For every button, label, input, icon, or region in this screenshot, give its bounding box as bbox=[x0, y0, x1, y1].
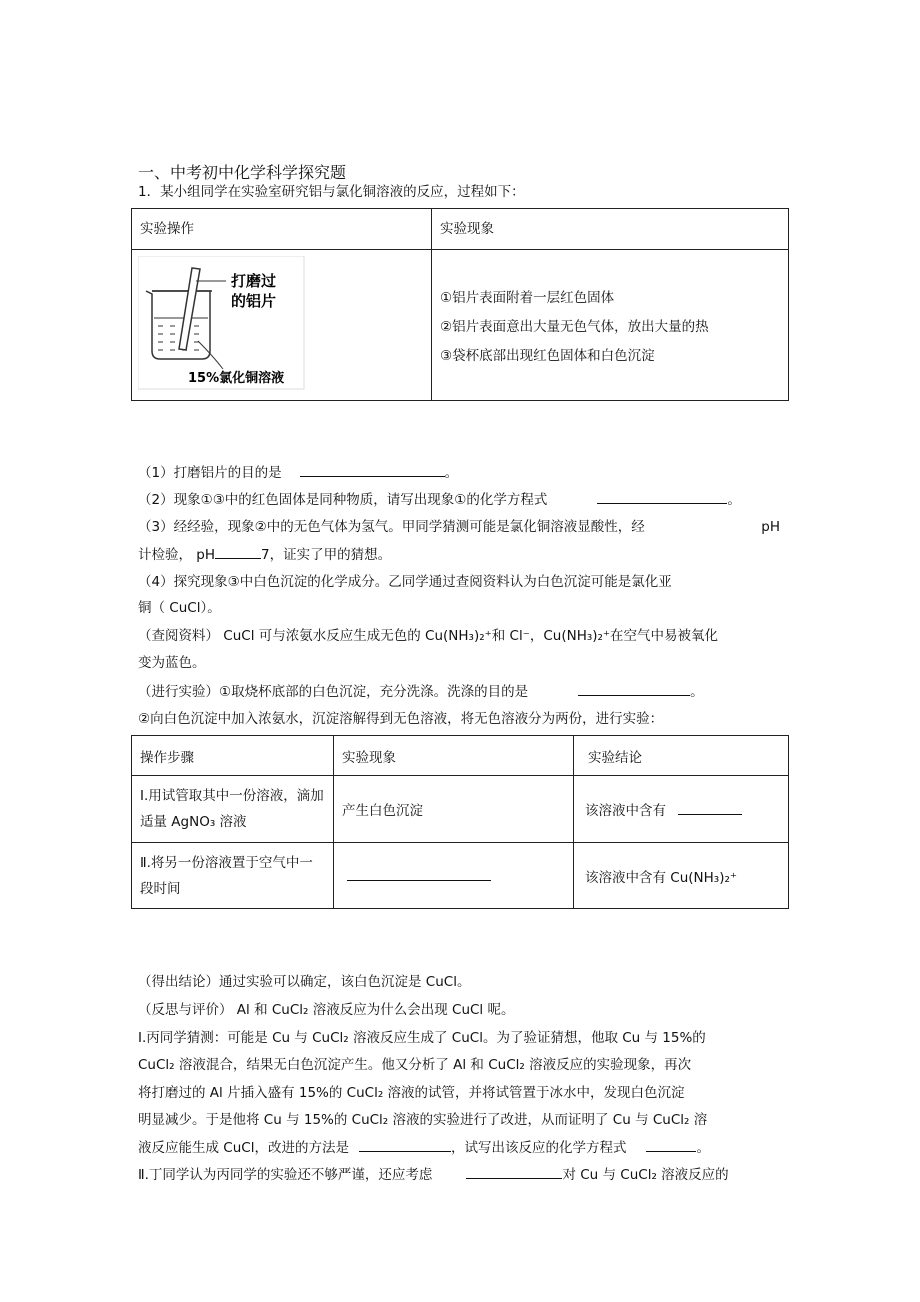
q-part-4-cont: 铜（ CuCl）。 bbox=[138, 600, 221, 616]
experiment-table-2 bbox=[131, 735, 789, 909]
observation-3: ③袋杯底部出现红色固体和白色沉淀 bbox=[440, 348, 655, 364]
answer-blank-method[interactable] bbox=[359, 1138, 451, 1152]
header-operation: 实验操作 bbox=[132, 209, 432, 250]
experiment-step-1: （进行实验）①取烧杯底部的白色沉淀，充分洗涤。洗涤的目的是 。 bbox=[138, 684, 704, 700]
table-row bbox=[132, 843, 789, 909]
reflection-i-2: CuCl₂ 溶液混合，结果无白色沉淀产生。他又分析了 Al 和 CuCl₂ 溶液反应的实验现象，再次 bbox=[138, 1057, 692, 1073]
experiment-step-2: ②向白色沉淀中加入浓氨水，沉淀溶解得到无色溶液，将无色溶液分为两份，进行实验： bbox=[138, 711, 664, 727]
header-conclusion: 实验结论 bbox=[574, 736, 789, 776]
table-row bbox=[132, 776, 789, 843]
q-part-4: （4）探究现象③中白色沉淀的化学成分。乙同学通过查阅资料认为白色沉淀可能是氯化亚 bbox=[138, 574, 672, 590]
reference-info-cont: 变为蓝色。 bbox=[138, 655, 206, 671]
figure-label-strip-2: 的铝片 bbox=[231, 292, 277, 310]
reflection-i-3: 将打磨过的 Al 片插入盛有 15%的 CuCl₂ 溶液的试管，并将试管置于冰水中，发现白色沉淀 bbox=[138, 1085, 685, 1101]
header-step: 操作步骤 bbox=[132, 736, 334, 776]
observation-2: ②铝片表面意出大量无色气体，放出大量的热 bbox=[440, 319, 709, 335]
row-1-step: Ⅰ.用试管取其中一份溶液，滴加适量 AgNO₃ 溶液 bbox=[132, 776, 334, 843]
reflection-i-1: Ⅰ.丙同学猜测：可能是 Cu 与 CuCl₂ 溶液反应生成了 CuCl。为了验证猜想，他取 Cu 与 15%的 bbox=[138, 1030, 706, 1046]
reflection-i-4: 明显减少。于是他将 Cu 与 15%的 CuCl₂ 溶液的实验进行了改进，从而证明了 Cu 与 CuCl₂ 溶 bbox=[138, 1112, 708, 1128]
reference-info: （查阅资料） CuCl 可与浓氨水反应生成无色的 Cu(NH₃)₂⁺和 Cl⁻，Cu(NH₃)₂⁺在空气中易被氧化 bbox=[138, 628, 719, 644]
row-1-phenomenon: 产生白色沉淀 bbox=[334, 776, 574, 843]
figure-label-strip: 打磨过 bbox=[231, 272, 277, 290]
observation-1: ①铝片表面附着一层红色固体 bbox=[440, 290, 615, 306]
answer-blank-wash[interactable] bbox=[578, 682, 690, 696]
q-part-3: （3）经经验，现象②中的无色气体为氢气。甲同学猜测可能是氯化铜溶液显酸性，经 pH bbox=[138, 519, 780, 535]
reflection-i-5: 液反应能生成 CuCl，改进的方法是 ，试写出该反应的化学方程式 。 bbox=[138, 1140, 710, 1156]
apparatus-figure-cell bbox=[132, 250, 432, 401]
q-part-1: （1）打磨铝片的目的是 。 bbox=[138, 465, 459, 481]
observations-cell bbox=[432, 250, 789, 401]
conclusion-line: （得出结论）通过实验可以确定，该白色沉淀是 CuCl。 bbox=[138, 974, 471, 990]
reflection-line: （反思与评价） Al 和 CuCl₂ 溶液反应为什么会出现 CuCl 呢。 bbox=[138, 1002, 515, 1018]
q-part-3-cont: 计检验， pH 7，证实了甲的猜想。 bbox=[138, 547, 392, 563]
answer-blank-2[interactable] bbox=[597, 490, 727, 504]
header-phenomenon: 实验现象 bbox=[432, 209, 789, 250]
section-title: 一、中考初中化学科学探究题 bbox=[138, 163, 347, 182]
beaker-figure bbox=[138, 256, 306, 390]
row-1-conclusion: 该溶液中含有 bbox=[574, 776, 789, 843]
figure-label-solution: 15%氯化铜溶液 bbox=[188, 371, 285, 386]
header-phenomenon: 实验现象 bbox=[334, 736, 574, 776]
answer-blank-ph[interactable] bbox=[215, 545, 261, 559]
q-part-2: （2）现象①③中的红色固体是同种物质，请写出现象①的化学方程式 。 bbox=[138, 492, 741, 508]
row-2-conclusion: 该溶液中含有 Cu(NH₃)₂⁺ bbox=[574, 843, 789, 909]
answer-blank-factor[interactable] bbox=[466, 1165, 562, 1179]
answer-blank-1[interactable] bbox=[300, 463, 445, 477]
row-2-step: Ⅱ.将另一份溶液置于空气中一段时间 bbox=[132, 843, 334, 909]
answer-blank-equation[interactable] bbox=[646, 1138, 696, 1152]
question-intro: 1．某小组同学在实验室研究铝与氯化铜溶液的反应，过程如下： bbox=[138, 184, 525, 200]
answer-blank-phenomenon[interactable] bbox=[347, 867, 491, 881]
row-2-phenomenon bbox=[334, 843, 574, 909]
experiment-table-1 bbox=[131, 208, 789, 401]
answer-blank-ion[interactable] bbox=[678, 801, 742, 815]
reflection-ii: Ⅱ.丁同学认为丙同学的实验还不够严谨，还应考虑 对 Cu 与 CuCl₂ 溶液反应的 bbox=[138, 1167, 729, 1183]
